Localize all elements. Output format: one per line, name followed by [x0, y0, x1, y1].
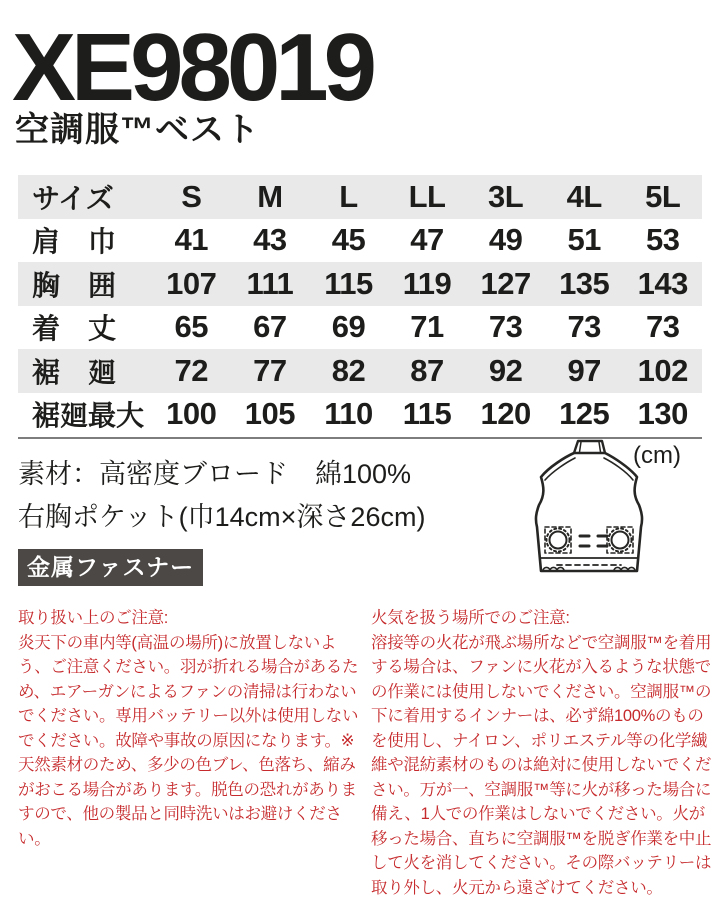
size-value-cell: 130	[637, 396, 688, 432]
size-table-row	[18, 262, 702, 306]
pocket-line: 右胸ポケット(巾14cm×深さ26cm)	[18, 502, 426, 532]
fire-notes-body: 溶接等の火花が飛ぶ場所などで空調服™を着用する場合は、ファンに火花が入るような状態での作業には使用しないでください。空調服™の下に着用するインナーは、必ず綿100%のものを使用し、ナイロン、ポリエステル等の化学繊維や混紡素材のものは絶対に使用しないでください。万が一、空調服™等に火が移った場合に備え、1人での作業はしないでください。火が移った場合、直ちに空調服™を脱ぎ作業を中止して火を消してください。その際バッテリーは取り外し、火元から遠ざけてください。	[371, 633, 712, 897]
size-value-cell: 143	[637, 265, 688, 301]
size-value-cell: 82	[331, 352, 366, 388]
size-value-cell: 115	[324, 265, 373, 301]
size-value-cell: 125	[559, 396, 610, 432]
fire-notes	[371, 606, 719, 900]
size-table-header-row	[18, 175, 702, 219]
size-value-cell: 105	[244, 396, 295, 432]
size-value-cell: 77	[253, 352, 287, 388]
size-column-header: M	[257, 178, 283, 214]
size-unit-label: (cm)	[633, 442, 681, 469]
size-column-header: 5L	[645, 178, 681, 214]
size-column-header: L	[339, 178, 358, 214]
size-value-cell: 73	[646, 309, 680, 345]
size-table	[18, 175, 702, 436]
vest-hem-scallops-left	[543, 567, 564, 570]
size-value-cell: 97	[567, 352, 601, 388]
vest-back-diagram	[524, 437, 654, 589]
size-column-header: S	[181, 178, 202, 214]
size-table-row	[18, 349, 702, 393]
size-value-cell: 102	[637, 352, 688, 388]
size-table-row	[18, 219, 702, 263]
size-value-cell: 110	[324, 396, 373, 432]
size-value-cell: 53	[646, 222, 680, 258]
size-value-cell: 120	[480, 396, 531, 432]
size-value-cell: 107	[166, 265, 217, 301]
vest-hem-scallops-right	[614, 567, 635, 570]
size-column-header: 3L	[488, 178, 524, 214]
size-value-cell: 49	[488, 222, 523, 258]
size-value-cell: 100	[166, 396, 217, 432]
fire-notes-title: 火気を扱う場所でのご注意:	[371, 609, 570, 627]
material-line: 素材：高密度ブロード 綿100%	[18, 459, 412, 489]
size-value-cell: 119	[402, 265, 452, 301]
size-row-label: 着 丈	[32, 313, 117, 345]
size-row-label: 裾廻最大	[32, 400, 145, 432]
size-table-row	[18, 393, 702, 437]
handling-notes-title: 取り扱い上のご注意:	[18, 609, 169, 627]
product-code: XE98019	[12, 14, 373, 121]
size-value-cell: 69	[331, 309, 366, 345]
size-value-cell: 92	[488, 352, 523, 388]
vest-collar-detail	[580, 442, 601, 452]
size-value-cell: 87	[410, 352, 444, 388]
size-value-cell: 135	[559, 265, 610, 301]
size-value-cell: 111	[246, 265, 294, 301]
size-row-label: 裾 廻	[32, 356, 117, 388]
size-value-cell: 73	[567, 309, 601, 345]
size-value-cell: 73	[488, 309, 523, 345]
vest-adjuster-tabs	[580, 536, 607, 546]
handling-notes	[18, 606, 366, 851]
fan-left-icon	[550, 532, 567, 549]
size-value-cell: 115	[402, 396, 452, 432]
fan-right-icon	[612, 532, 629, 549]
size-value-cell: 43	[253, 222, 287, 258]
size-value-cell: 47	[410, 222, 444, 258]
size-value-cell: 41	[174, 222, 209, 258]
size-row-label: 肩 巾	[32, 226, 117, 258]
size-column-header: LL	[408, 178, 446, 214]
size-value-cell: 65	[174, 309, 209, 345]
size-value-cell: 72	[174, 352, 209, 388]
size-value-cell: 127	[480, 265, 531, 301]
metal-fastener-badge: 金属ファスナー	[18, 549, 203, 586]
product-name: 空調服™ベスト	[15, 111, 260, 149]
size-value-cell: 67	[253, 309, 287, 345]
size-value-cell: 45	[331, 222, 366, 258]
size-table-header-label: サイズ	[32, 182, 114, 214]
size-row-label: 胸 囲	[32, 269, 117, 301]
handling-notes-body: 炎天下の車内等(高温の場所)に放置しないよう、ご注意ください。羽が折れる場合があるため、エアーガンによるファンの清掃は行わないでください。専用バッテリー以外は使用しないでください。故障や事故の原因になります。※天然素材のため、多少の色ブレ、色落ち、縮みがおこる場合があります。脱色の恐れがありますので、他の製品と同時洗いはお避けください。	[18, 633, 359, 848]
size-value-cell: 51	[567, 222, 601, 258]
size-table-row	[18, 306, 702, 350]
material-spec-block	[18, 453, 425, 539]
size-column-header: 4L	[566, 178, 602, 214]
size-value-cell: 71	[410, 309, 444, 345]
